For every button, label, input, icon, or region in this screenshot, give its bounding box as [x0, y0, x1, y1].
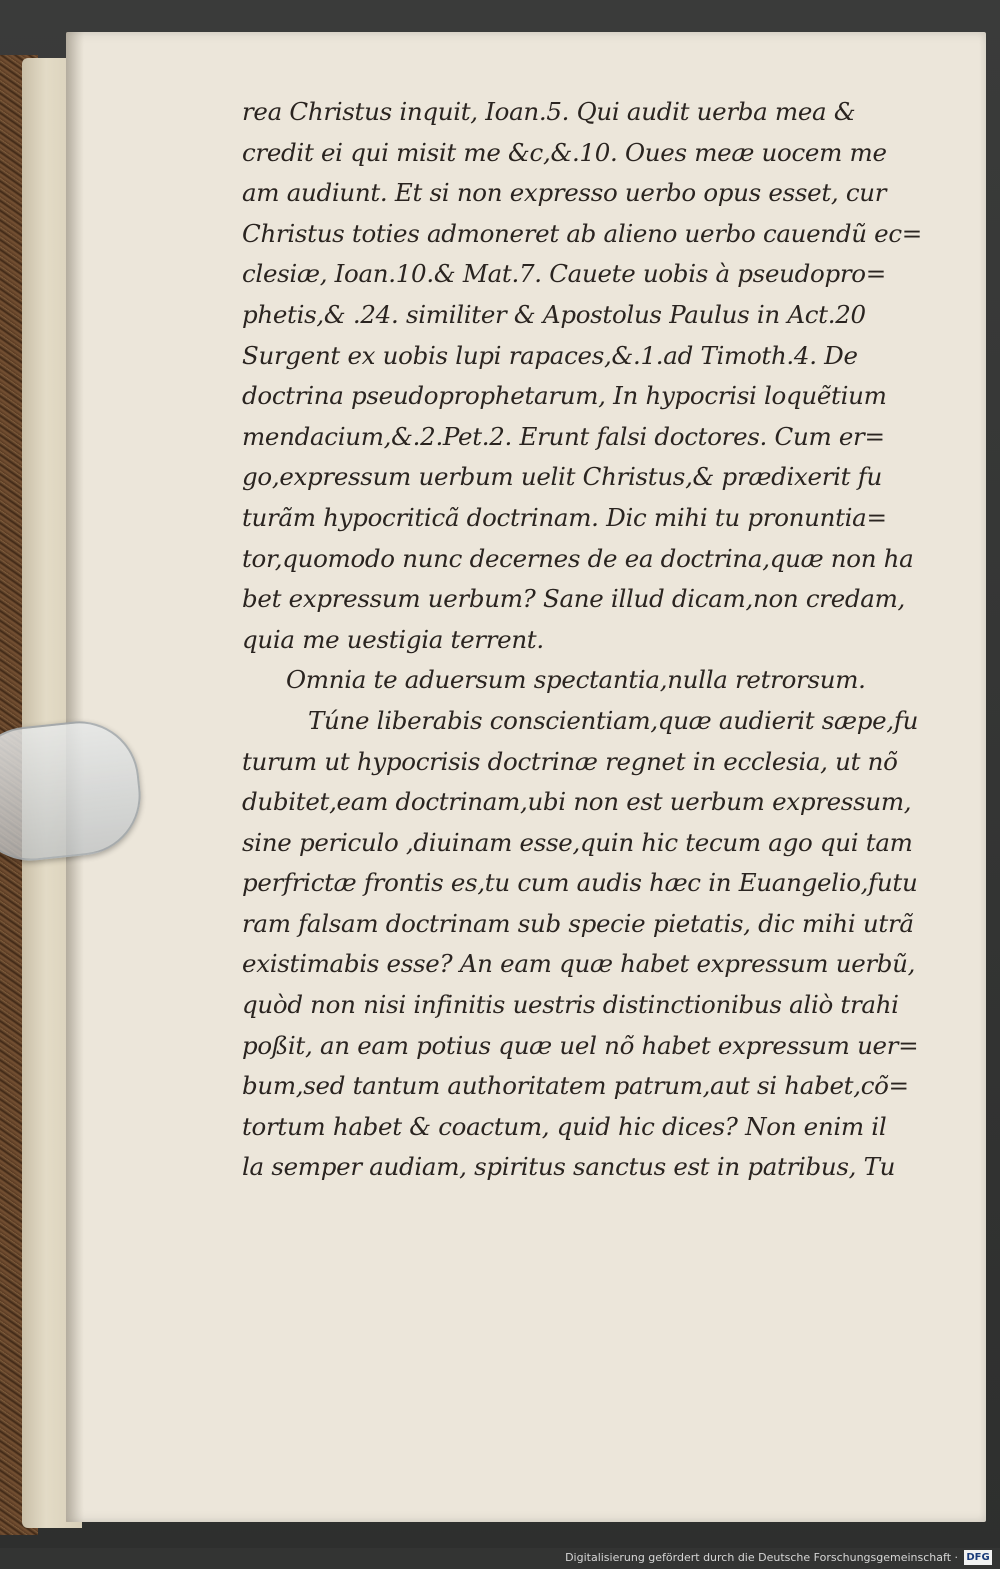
text-line: turum ut hypocrisis doctrinæ regnet in ecclesia, ut nõ	[242, 746, 898, 776]
page-text	[242, 92, 942, 1188]
dfg-logo: DFG	[964, 1550, 992, 1565]
text-line: tortum habet & coactum, quid hic dices? Non enim il	[242, 1111, 887, 1141]
text-line: la semper audiam, spiritus sanctus est in patribus, Tu	[242, 1152, 896, 1182]
text-line: go,expressum uerbum uelit Christus,& prædixerit fu	[242, 462, 882, 492]
text-line: credit ei qui misit me &c,&.10. Oues meæ uocem me	[242, 137, 887, 167]
text-line: phetis,& .24. similiter & Apostolus Paulus in Act.20	[242, 299, 866, 329]
text-line: quia me uestigia terrent.	[242, 624, 544, 654]
text-line: Christus toties admoneret ab alieno uerbo cauendũ ec=	[242, 218, 923, 248]
text-line: bum,sed tantum authoritatem patrum,aut si habet,cõ=	[242, 1071, 909, 1101]
text-line: existimabis esse? An eam quæ habet expressum uerbũ,	[242, 949, 916, 979]
funding-credit: Digitalisierung gefördert durch die Deutsche Forschungsgemeinschaft ·	[565, 1551, 958, 1564]
text-line: doctrina pseudoprophetarum, In hypocrisi loquẽtium	[242, 381, 887, 411]
text-line: dubitet,eam doctrinam,ubi non est uerbum expressum,	[242, 787, 912, 817]
text-line: ram falsam doctrinam sub specie pietatis, dic mihi utrã	[242, 908, 914, 938]
text-line: turãm hypocriticã doctrinam. Dic mihi tu pronuntia=	[242, 502, 887, 532]
text-line: quòd non nisi infinitis uestris distinctionibus aliò trahi	[242, 990, 899, 1020]
text-line: clesiæ, Ioan.10.& Mat.7. Cauete uobis à pseudopro=	[242, 259, 886, 289]
text-line: am audiunt. Et si non expresso uerbo opus esset, cur	[242, 178, 887, 208]
text-line: perfrictæ frontis es,tu cum audis hæc in Euangelio,futu	[242, 868, 918, 898]
text-line: bet expressum uerbum? Sane illud dicam,non credam,	[242, 584, 905, 614]
text-line: Surgent ex uobis lupi rapaces,&.1.ad Timoth.4. De	[242, 340, 858, 370]
text-line: tor,quomodo nunc decernes de ea doctrina,quæ non ha	[242, 543, 914, 573]
text-line: sine periculo ,diuinam esse,quin hic tecum ago qui tam	[242, 827, 913, 857]
motto-line: Omnia te aduersum spectantia,nulla retrorsum.	[286, 665, 866, 695]
text-line: mendacium,&.2.Pet.2. Erunt falsi doctores. Cum er=	[242, 421, 885, 451]
text-line: rea Christus inquit, Ioan.5. Qui audit uerba mea &	[242, 97, 856, 126]
text-line: Túne liberabis conscientiam,quæ audierit sæpe,fu	[308, 705, 919, 735]
text-line: poßit, an eam potius quæ uel nõ habet expressum uer=	[242, 1030, 919, 1060]
